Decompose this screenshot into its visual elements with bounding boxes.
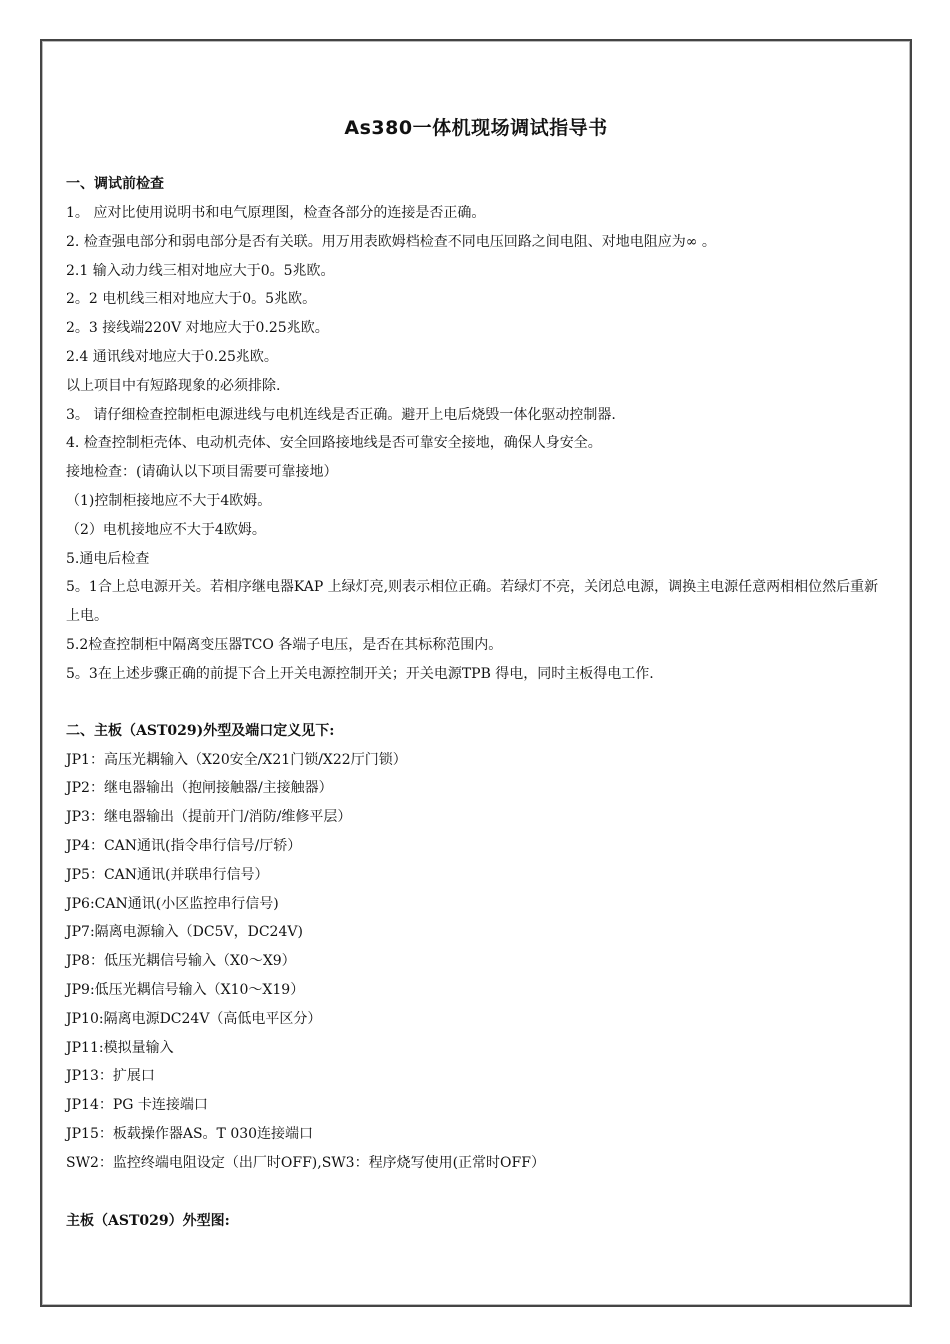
- text-line: 1。 应对比使用说明书和电气原理图，检查各部分的连接是否正确。: [66, 205, 486, 221]
- port-definition: JP14：PG 卡连接端口: [66, 1097, 208, 1114]
- port-definition: JP13：扩展口: [66, 1068, 155, 1085]
- text-line: 接地检查：(请确认以下项目需要可靠接地）: [66, 464, 338, 481]
- text-line: 2。3 接线端220V 对地应大于0.25兆欧。: [66, 320, 329, 337]
- text-line: （2）电机接地应不大于4欧姆。: [66, 521, 266, 538]
- port-definition: JP2：继电器输出（抱闸接触器/主接触器）: [66, 780, 333, 797]
- section-heading-pre-check: 一、调试前检查: [66, 176, 164, 192]
- text-line: （1)控制柜接地应不大于4欧姆。: [66, 492, 272, 509]
- section-heading-board-ports: 二、主板（AST029)外型及端口定义见下:: [66, 722, 335, 739]
- text-line: 2.1 输入动力线三相对地应大于0。5兆欧。: [66, 262, 335, 279]
- port-definition: JP4：CAN通讯(指令串行信号/厅轿）: [66, 837, 302, 854]
- port-definition: JP3：继电器输出（提前开门/消防/维修平层）: [66, 809, 352, 826]
- port-definition: JP10:隔离电源DC24V（高低电平区分）: [66, 1010, 322, 1027]
- port-definition: JP11:模拟量输入: [66, 1039, 174, 1056]
- text-line: 2。2 电机线三相对地应大于0。5兆欧。: [66, 291, 317, 308]
- port-definition: JP7:隔离电源输入（DC5V，DC24V): [66, 924, 303, 941]
- section-heading-board-outline: 主板（AST029）外型图:: [66, 1212, 230, 1229]
- blank-line: [66, 689, 886, 717]
- blank-line: [66, 1178, 886, 1207]
- port-definition: SW2：监控终端电阻设定（出厂时OFF),SW3：程序烧写使用(正常时OFF）: [66, 1154, 545, 1171]
- port-definition: JP9:低压光耦信号输入（X10～X19）: [66, 981, 305, 998]
- document-body: [66, 112, 886, 1236]
- text-paragraph: 5。1合上总电源开关。若相序继电器KAP 上绿灯亮,则表示相位正确。若绿灯不亮，关闭总电源，调换主电源任意两相相位然后重新上电。: [66, 579, 879, 625]
- port-definition: JP5：CAN通讯(并联串行信号）: [66, 866, 269, 883]
- document-title: As380一体机现场调试指导书: [344, 117, 608, 139]
- text-line: 2. 检查强电部分和弱电部分是否有关联。用万用表欧姆档检查不同电压回路之间电阻、对地电阻应为∞ 。: [66, 233, 716, 250]
- text-line: 3。 请仔细检查控制柜电源进线与电机连线是否正确。避开上电后烧毁一体化驱动控制器.: [66, 406, 616, 423]
- port-definition: JP1：高压光耦输入（X20安全/X21门锁/X22厅门锁）: [66, 751, 407, 768]
- text-line: 4. 检查控制柜壳体、电动机壳体、安全回路接地线是否可靠安全接地，确保人身安全。: [66, 435, 602, 452]
- text-line: 以上项目中有短路现象的必须排除.: [66, 377, 281, 394]
- text-line: 5.2检查控制柜中隔离变压器TCO 各端子电压，是否在其标称范围内。: [66, 636, 503, 653]
- text-line: 5.通电后检查: [66, 550, 150, 567]
- port-definition: JP8：低压光耦信号输入（X0～X9）: [66, 953, 296, 970]
- text-line: 2.4 通讯线对地应大于0.25兆欧。: [66, 348, 278, 365]
- port-definition: JP15：板载操作器AS。T 030连接端口: [66, 1125, 314, 1142]
- text-line: 5。3在上述步骤正确的前提下合上开关电源控制开关；开关电源TPB 得电，同时主板得电工作.: [66, 665, 654, 682]
- port-definition: JP6:CAN通讯(小区监控串行信号): [66, 895, 279, 912]
